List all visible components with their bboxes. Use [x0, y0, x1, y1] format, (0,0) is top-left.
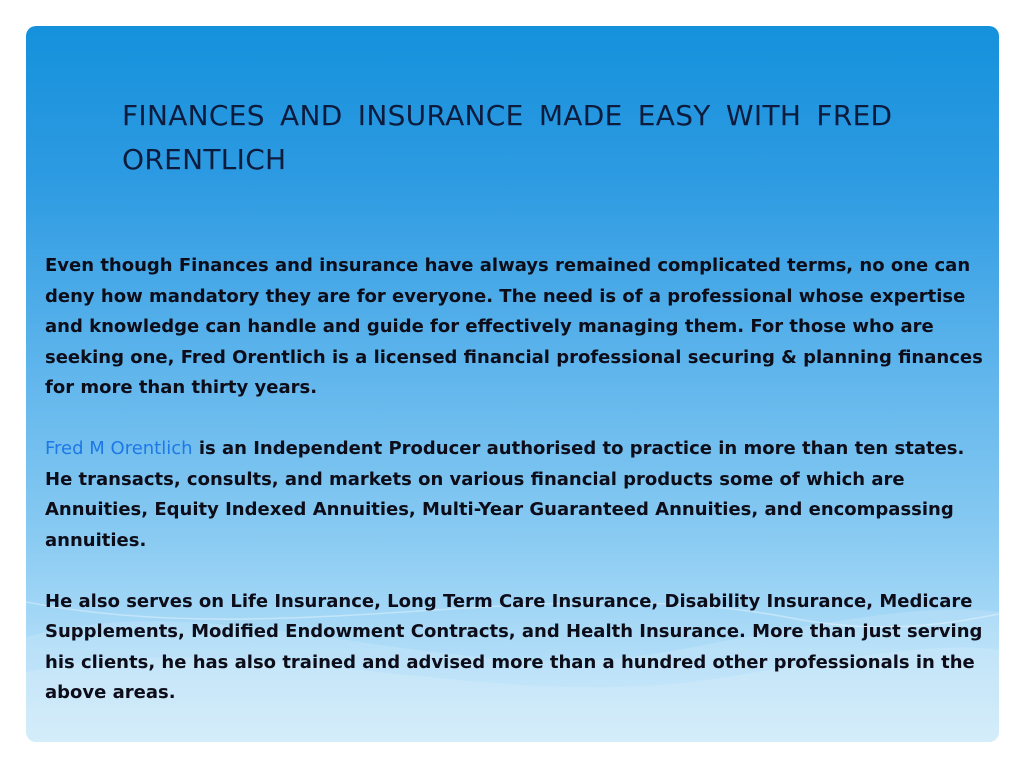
fred-orentlich-link[interactable]: Fred M Orentlich	[45, 438, 193, 459]
paragraph-producer-text: is an Independent Producer authorised to practice in more than ten states. He transacts, consults, and markets on various financial products some of which are Annuities, Equity Indexed Annuities, Multi-Year Guaranteed Annuities, and encompassing annuities.	[45, 438, 965, 551]
slide-title: FINANCES AND INSURANCE MADE EASY WITH FRED ORENTLICH	[122, 99, 893, 176]
paragraph-intro: Even though Finances and insurance have always remained complicated terms, no one can deny how mandatory they are for everyone. The need is of a professional whose expertise and knowledge can handle and guide for effectively managing them. For those who are seeking one, Fred Orentlich is a licensed financial professional securing & planning finances for more than thirty years.	[45, 255, 983, 398]
slide-frame	[26, 26, 999, 742]
slide-body	[45, 251, 993, 709]
paragraph-services: He also serves on Life Insurance, Long Term Care Insurance, Disability Insurance, Medicare Supplements, Modified Endowment Contracts, and Health Insurance. More than just serving his clients, he has also trained and advised more than a hundred other professionals in the above areas.	[45, 590, 983, 703]
paragraph-producer	[45, 434, 993, 556]
